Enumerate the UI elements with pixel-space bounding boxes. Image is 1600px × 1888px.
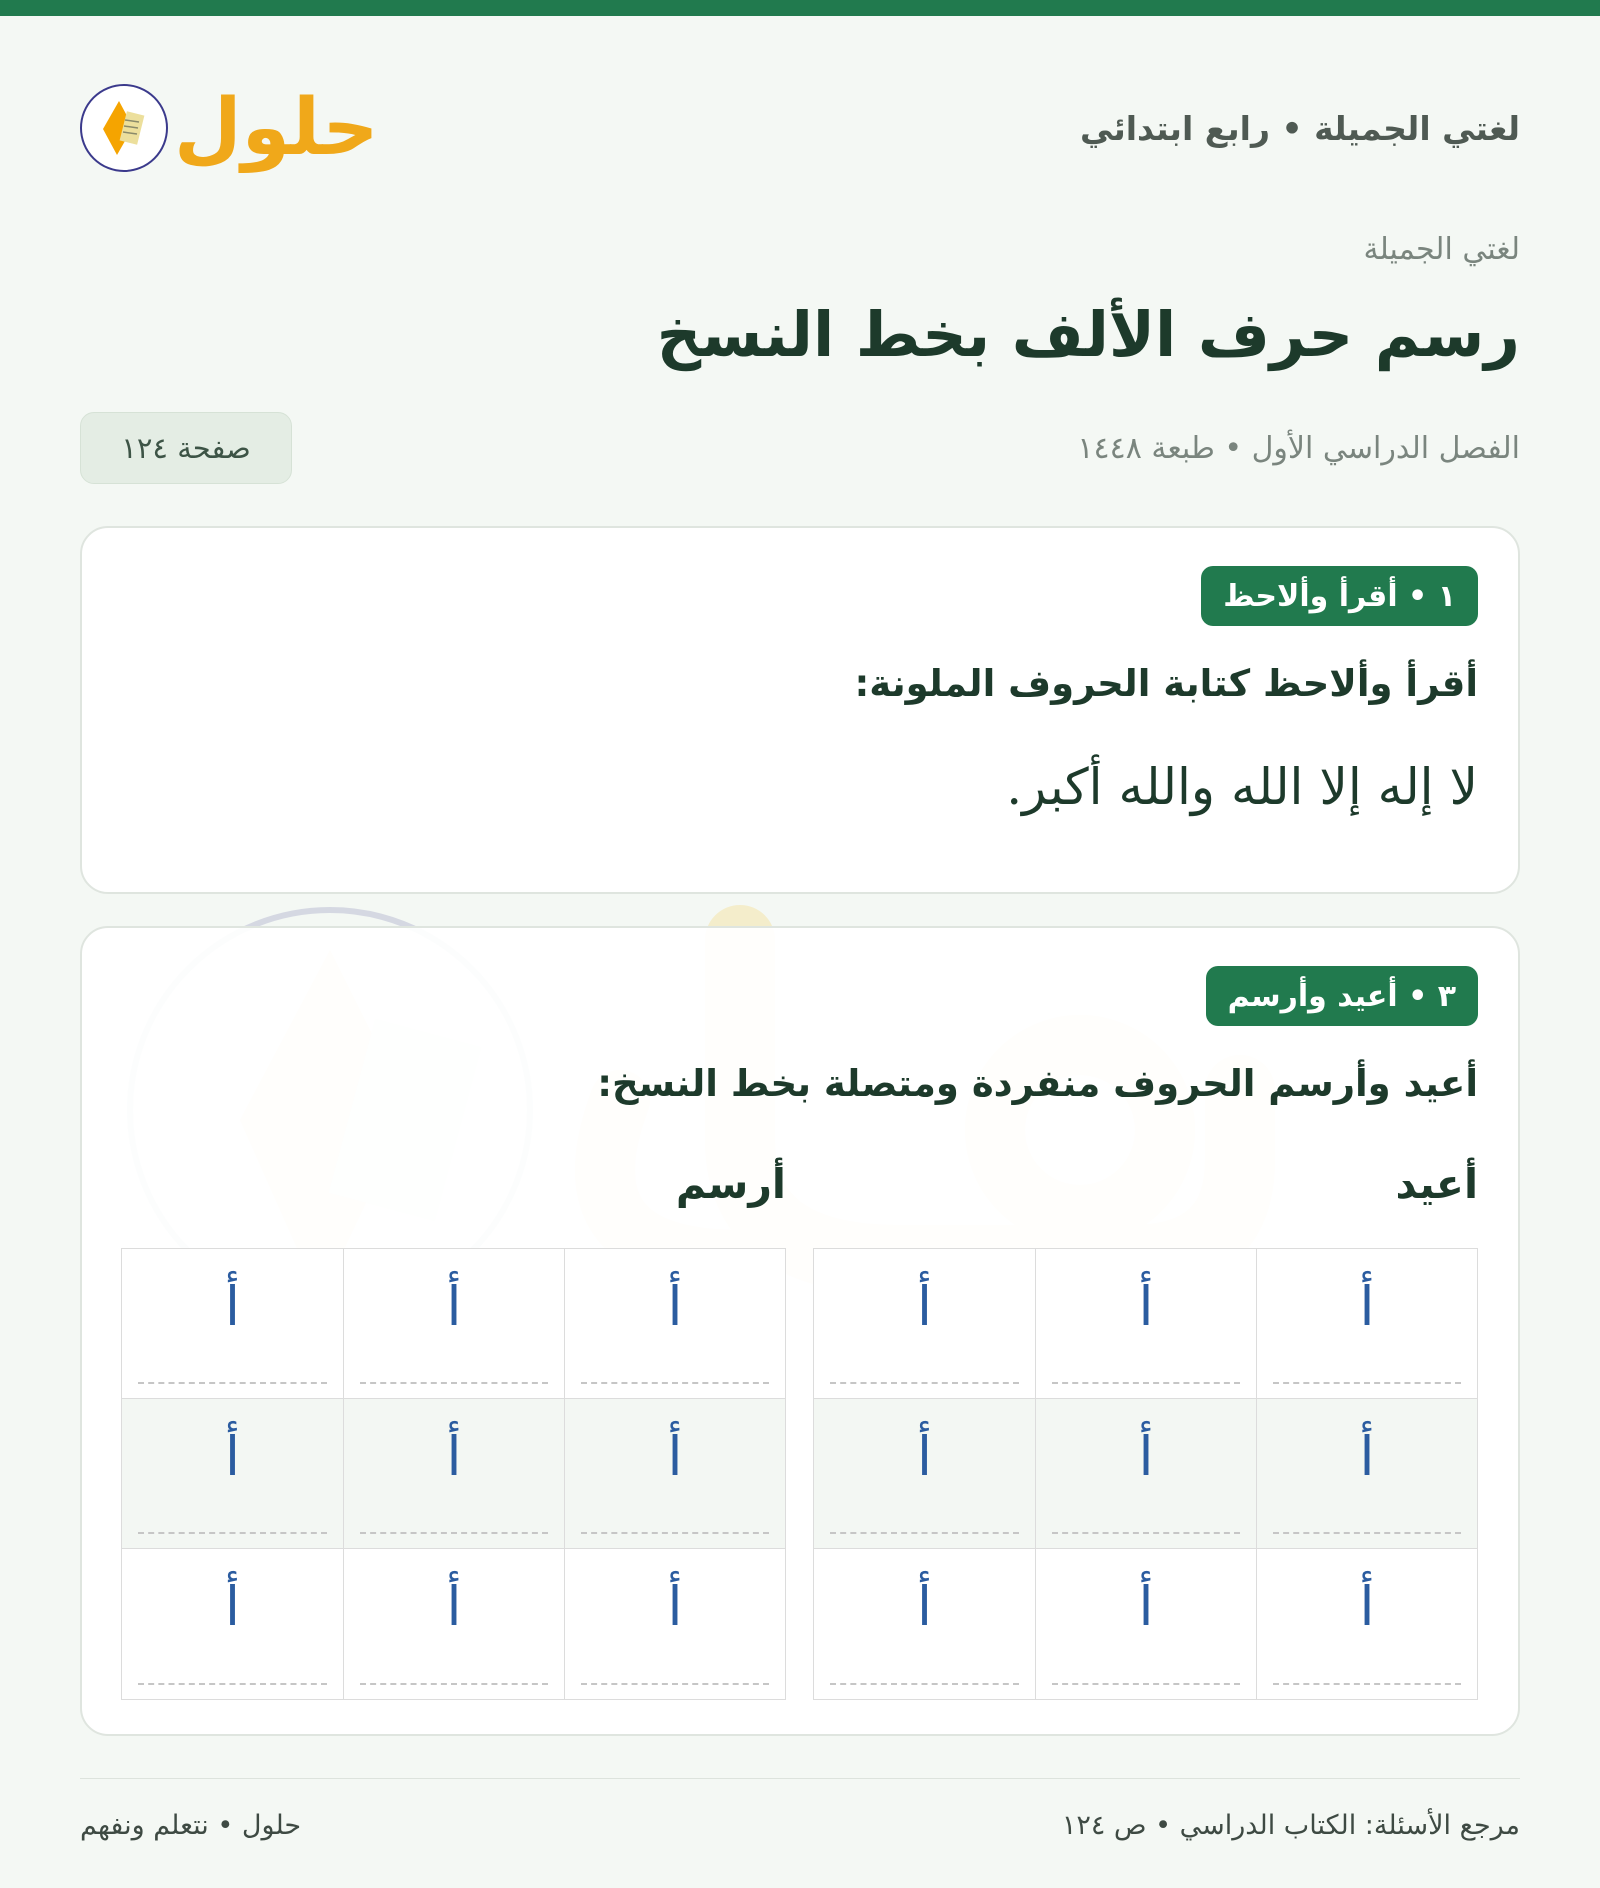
practice-cell[interactable]	[564, 1249, 785, 1399]
meta-row	[80, 412, 1520, 484]
writing-guide-line	[1273, 1683, 1461, 1685]
footer-brand: حلول • نتعلم ونفهم	[80, 1810, 302, 1841]
practice-cell[interactable]	[343, 1549, 564, 1699]
letter-glyph: أ	[1359, 1275, 1375, 1338]
practice-cell[interactable]	[122, 1549, 343, 1699]
section-tag: ٣ • أعيد وأرسم	[1206, 966, 1478, 1026]
letter-glyph: أ	[667, 1425, 683, 1488]
draw-column-label: أرسم	[675, 1160, 786, 1208]
writing-guide-line	[360, 1382, 548, 1384]
practice-cell[interactable]	[814, 1249, 1035, 1399]
book-icon	[80, 84, 168, 172]
practice-cell[interactable]	[1035, 1399, 1256, 1549]
letter-glyph: أ	[446, 1575, 462, 1638]
letter-glyph: أ	[446, 1425, 462, 1488]
writing-guide-line	[138, 1382, 327, 1384]
page-badge: صفحة ١٢٤	[80, 412, 292, 484]
writing-guide-line	[360, 1683, 548, 1685]
writing-guide-line	[830, 1532, 1019, 1534]
letter-glyph: أ	[1359, 1425, 1375, 1488]
page-footer	[80, 1810, 1520, 1841]
repeat-column-label: أعيد	[1395, 1160, 1478, 1208]
logo-text: حلول	[174, 83, 379, 173]
page-header	[80, 58, 1520, 198]
footer-divider	[80, 1778, 1520, 1779]
letter-glyph: أ	[917, 1575, 933, 1638]
writing-guide-line	[1052, 1683, 1240, 1685]
repeat-practice-grid	[813, 1248, 1478, 1700]
writing-guide-line	[1052, 1382, 1240, 1384]
letter-glyph: أ	[225, 1575, 241, 1638]
writing-guide-line	[1052, 1532, 1240, 1534]
letter-glyph: أ	[667, 1275, 683, 1338]
top-accent-bar	[0, 0, 1600, 16]
writing-guide-line	[360, 1532, 548, 1534]
section-read-observe	[80, 526, 1520, 894]
letter-glyph: أ	[1138, 1275, 1154, 1338]
sample-sentence: لا إله إلا الله والله أكبر.	[1006, 758, 1478, 816]
question-text: أقرأ وألاحظ كتابة الحروف الملونة:	[854, 662, 1478, 705]
writing-guide-line	[1273, 1532, 1461, 1534]
writing-guide-line	[581, 1532, 769, 1534]
section-tag: ١ • أقرأ وألاحظ	[1201, 566, 1478, 626]
practice-cell[interactable]	[814, 1549, 1035, 1699]
writing-guide-line	[138, 1532, 327, 1534]
practice-cell[interactable]	[343, 1249, 564, 1399]
writing-guide-line	[581, 1683, 769, 1685]
letter-glyph: أ	[1138, 1575, 1154, 1638]
writing-guide-line	[138, 1683, 327, 1685]
section-repeat-draw	[80, 926, 1520, 1736]
semester-info: الفصل الدراسي الأول • طبعة ١٤٤٨	[1077, 430, 1520, 466]
letter-glyph: أ	[225, 1425, 241, 1488]
practice-cell[interactable]	[564, 1399, 785, 1549]
practice-cell[interactable]	[1256, 1249, 1477, 1399]
writing-guide-line	[1273, 1382, 1461, 1384]
question-text: أعيد وأرسم الحروف منفردة ومتصلة بخط النسخ:	[597, 1062, 1478, 1105]
header-title: لغتي الجميلة • رابع ابتدائي	[1079, 108, 1520, 148]
subject-label: لغتي الجميلة	[1363, 232, 1520, 267]
practice-cell[interactable]	[1035, 1549, 1256, 1699]
writing-guide-line	[830, 1683, 1019, 1685]
practice-cell[interactable]	[1256, 1549, 1477, 1699]
practice-cell[interactable]	[1035, 1249, 1256, 1399]
letter-glyph: أ	[446, 1275, 462, 1338]
letter-glyph: أ	[917, 1275, 933, 1338]
practice-cell[interactable]	[122, 1249, 343, 1399]
footer-reference: مرجع الأسئلة: الكتاب الدراسي • ص ١٢٤	[1061, 1810, 1520, 1841]
writing-guide-line	[581, 1382, 769, 1384]
hulul-logo[interactable]	[80, 84, 379, 172]
draw-practice-grid	[121, 1248, 786, 1700]
practice-cell[interactable]	[564, 1549, 785, 1699]
practice-cell[interactable]	[343, 1399, 564, 1549]
page-title: رسم حرف الألف بخط النسخ	[656, 298, 1520, 371]
writing-guide-line	[830, 1382, 1019, 1384]
letter-glyph: أ	[225, 1275, 241, 1338]
practice-cell[interactable]	[122, 1399, 343, 1549]
practice-cell[interactable]	[814, 1399, 1035, 1549]
letter-glyph: أ	[1138, 1425, 1154, 1488]
practice-cell[interactable]	[1256, 1399, 1477, 1549]
letter-glyph: أ	[917, 1425, 933, 1488]
letter-glyph: أ	[667, 1575, 683, 1638]
letter-glyph: أ	[1359, 1575, 1375, 1638]
